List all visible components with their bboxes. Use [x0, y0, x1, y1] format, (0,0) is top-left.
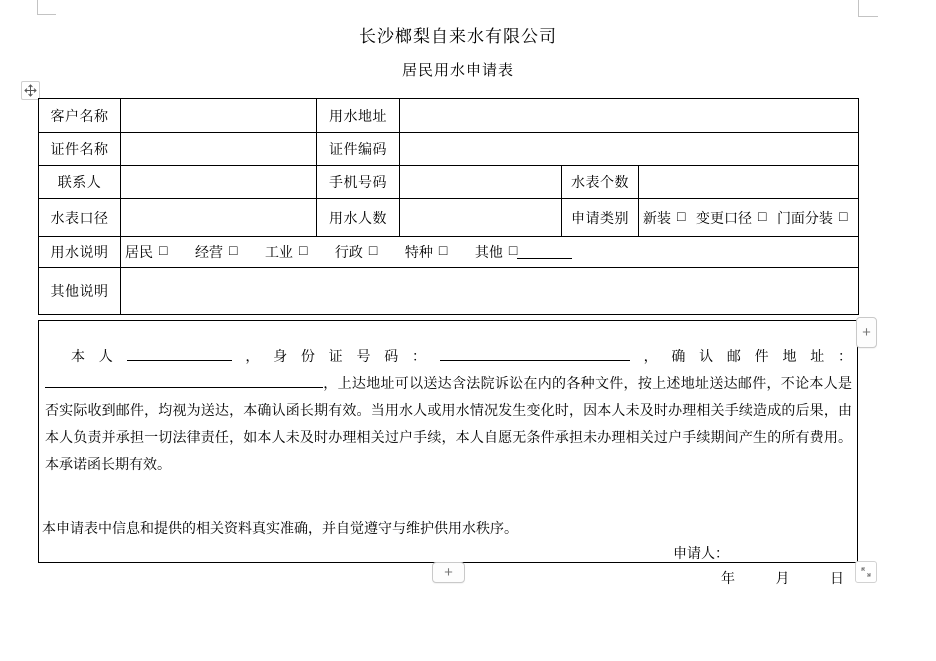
- table-row: [39, 268, 859, 315]
- mail-address-blank-field[interactable]: [45, 374, 323, 388]
- table-row: [39, 99, 859, 133]
- apply-option-label: 变更口径: [695, 211, 752, 227]
- plus-icon: +: [444, 564, 453, 581]
- cert-name-label: 证件名称: [39, 133, 121, 166]
- table-row: [39, 133, 859, 166]
- usage-option-label: 工业: [264, 246, 293, 261]
- meter-diameter-label: 水表口径: [39, 199, 121, 237]
- usage-option-other: [475, 242, 572, 262]
- id-number-blank-field[interactable]: [440, 347, 630, 361]
- diagonal-resize-icon: [859, 565, 873, 579]
- margin-crop-mark-top-right: [858, 0, 859, 16]
- table-row: [39, 199, 859, 237]
- usage-option-industry: [265, 242, 307, 262]
- declaration-text: ，身份证号码：: [231, 350, 440, 365]
- usage-option-label: 经营: [194, 246, 223, 261]
- declaration-text: 本人: [71, 350, 127, 365]
- checkbox-icon[interactable]: □: [677, 209, 686, 225]
- contact-label: 联系人: [39, 166, 121, 199]
- checkbox-icon[interactable]: □: [298, 244, 308, 259]
- margin-crop-mark-top-left: [37, 0, 38, 14]
- usage-option-special: [405, 242, 447, 262]
- usage-option-business: [195, 242, 237, 262]
- apply-option-label: 门面分装: [776, 211, 833, 227]
- declaration-text: ，上达地址可以送达含法院诉讼在内的各种文件，按上述地址送达邮件，不论本人是否实际收到邮件，均视为送达，本确认函长期有效。当用水人或用水情况发生变化时，因本人未及时办理相关手续造成的后果，由本人负责并承担一切法律责任，如本人未及时办理相关过户手续，本人自愿无条件承担未办理相关过户手续期间产生的所有费用。本承诺函长期有效。: [45, 377, 852, 473]
- cert-name-input-cell[interactable]: [121, 133, 317, 166]
- checkbox-icon[interactable]: □: [757, 209, 767, 225]
- checkbox-icon[interactable]: □: [368, 244, 378, 259]
- checkbox-icon[interactable]: □: [508, 244, 518, 259]
- water-users-label: 用水人数: [317, 199, 400, 237]
- checkbox-icon[interactable]: □: [438, 244, 448, 259]
- other-notes-input-cell[interactable]: [121, 268, 859, 315]
- declaration-text: ，确认邮件地址：: [629, 350, 853, 365]
- contact-input-cell[interactable]: [121, 166, 317, 199]
- cert-code-label: 证件编码: [317, 133, 400, 166]
- water-address-label: 用水地址: [317, 99, 400, 133]
- apply-option-change-diameter: [696, 208, 766, 228]
- declaration-paragraph: [39, 321, 857, 479]
- margin-crop-mark-top-left: [37, 14, 56, 15]
- usage-option-label: 其他: [474, 246, 503, 261]
- usage-option-resident: [125, 242, 167, 262]
- checkbox-icon[interactable]: □: [159, 244, 168, 259]
- insert-row-button[interactable]: [432, 562, 465, 583]
- date-day-label: 日: [830, 572, 844, 587]
- form-title: 居民用水申请表: [401, 63, 514, 79]
- mobile-input-cell[interactable]: [400, 166, 562, 199]
- apply-type-options-cell: [639, 199, 859, 237]
- other-notes-label: 其他说明: [39, 268, 121, 315]
- customer-name-label: 客户名称: [39, 99, 121, 133]
- usage-other-blank[interactable]: [517, 245, 572, 259]
- apply-type-label: 申请类别: [562, 199, 639, 237]
- usage-option-label: 居民: [125, 246, 153, 261]
- table-row: [39, 166, 859, 199]
- date-year-label: 年: [721, 572, 735, 587]
- application-form-table: [38, 98, 859, 315]
- move-cross-icon: [24, 84, 37, 97]
- plus-icon: +: [862, 324, 871, 341]
- meter-diameter-input-cell[interactable]: [121, 199, 317, 237]
- checkbox-icon[interactable]: □: [228, 244, 238, 259]
- applicant-label: 申请人：: [673, 547, 729, 562]
- water-users-input-cell[interactable]: [400, 199, 562, 237]
- usage-option-label: 行政: [334, 246, 363, 261]
- applicant-signature-line: [39, 547, 857, 563]
- checkbox-icon[interactable]: □: [838, 209, 848, 225]
- customer-name-input-cell[interactable]: [121, 99, 317, 133]
- table-resize-handle[interactable]: [855, 561, 877, 583]
- meter-count-label: 水表个数: [562, 166, 639, 199]
- apply-option-new: [643, 208, 685, 228]
- usage-label: 用水说明: [39, 237, 121, 268]
- declaration-section: [38, 320, 858, 587]
- cert-code-input-cell[interactable]: [400, 133, 859, 166]
- mobile-label: 手机号码: [317, 166, 400, 199]
- apply-option-shopfront-split: [777, 208, 847, 228]
- truthfulness-statement: 本申请表中信息和提供的相关资料真实准确，并自觉遵守与维护供用水秩序。: [42, 522, 518, 537]
- meter-count-input-cell[interactable]: [639, 166, 859, 199]
- usage-option-administrative: [335, 242, 377, 262]
- water-address-input-cell[interactable]: [400, 99, 859, 133]
- name-blank-field[interactable]: [127, 347, 232, 361]
- table-row: [39, 237, 859, 268]
- insert-column-button[interactable]: [856, 317, 877, 348]
- date-month-label: 月: [775, 572, 790, 587]
- usage-option-label: 特种: [404, 246, 433, 261]
- apply-option-label: 新装: [643, 211, 671, 227]
- company-title: 长沙榔梨自来水有限公司: [359, 27, 557, 46]
- margin-crop-mark-top-right: [858, 16, 878, 17]
- usage-options-cell: [121, 237, 859, 268]
